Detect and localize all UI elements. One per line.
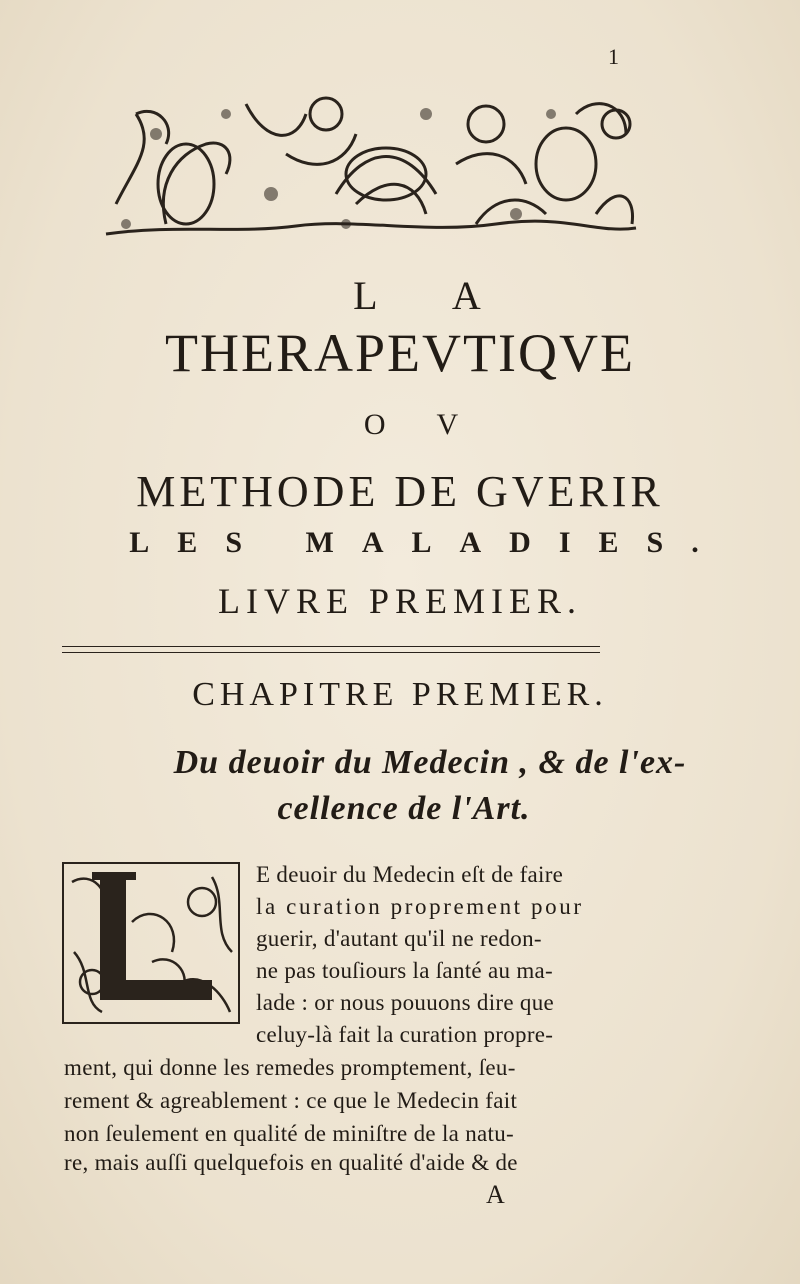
body-line-7: ment, qui donne les remedes promptement, ſeu- bbox=[64, 1055, 516, 1080]
body-line-9: non ſeulement en qualité de miniſtre de la natu- bbox=[64, 1121, 514, 1146]
title-article: L A bbox=[353, 273, 515, 318]
page-number: 1 bbox=[608, 44, 619, 69]
decorated-initial-icon bbox=[62, 862, 240, 1030]
title-maladies: LES MALADIES. bbox=[129, 526, 727, 559]
catchword-signature: A bbox=[486, 1180, 505, 1209]
chapter-subtitle-line-1: Du deuoir du Medecin , & de l'ex- bbox=[173, 744, 687, 781]
divider-rule-thin bbox=[62, 652, 600, 653]
body-line-4: ne pas touſiours la ſanté au ma- bbox=[256, 958, 554, 983]
body-line-8: rement & agreablement : ce que le Medecin fait bbox=[64, 1088, 518, 1113]
title-main: THERAPEVTIQVE bbox=[165, 323, 635, 383]
floral-ornament-icon bbox=[96, 84, 642, 242]
chapter-heading: CHAPITRE PREMIER. bbox=[192, 676, 608, 713]
body-line-2: la curation proprement pour bbox=[256, 894, 584, 919]
chapter-subtitle-line-2: cellence de l'Art. bbox=[277, 790, 531, 827]
divider-rule bbox=[62, 646, 600, 647]
body-line-3: guerir, d'autant qu'il ne redon- bbox=[256, 926, 542, 951]
title-methode: METHODE DE GVERIR bbox=[136, 467, 664, 516]
body-line-1: E deuoir du Medecin eſt de faire bbox=[256, 862, 564, 887]
svg-text:L: L bbox=[212, 898, 213, 899]
body-line-10: re, mais auſſi quelquefois en qualité d'aide & de bbox=[64, 1150, 518, 1175]
book-heading: LIVRE PREMIER. bbox=[217, 581, 582, 621]
body-line-5: lade : or nous pouuons dire que bbox=[256, 990, 555, 1015]
body-line-6: celuy-là fait la curation propre- bbox=[256, 1022, 554, 1047]
title-conjunction: O V bbox=[363, 408, 481, 441]
